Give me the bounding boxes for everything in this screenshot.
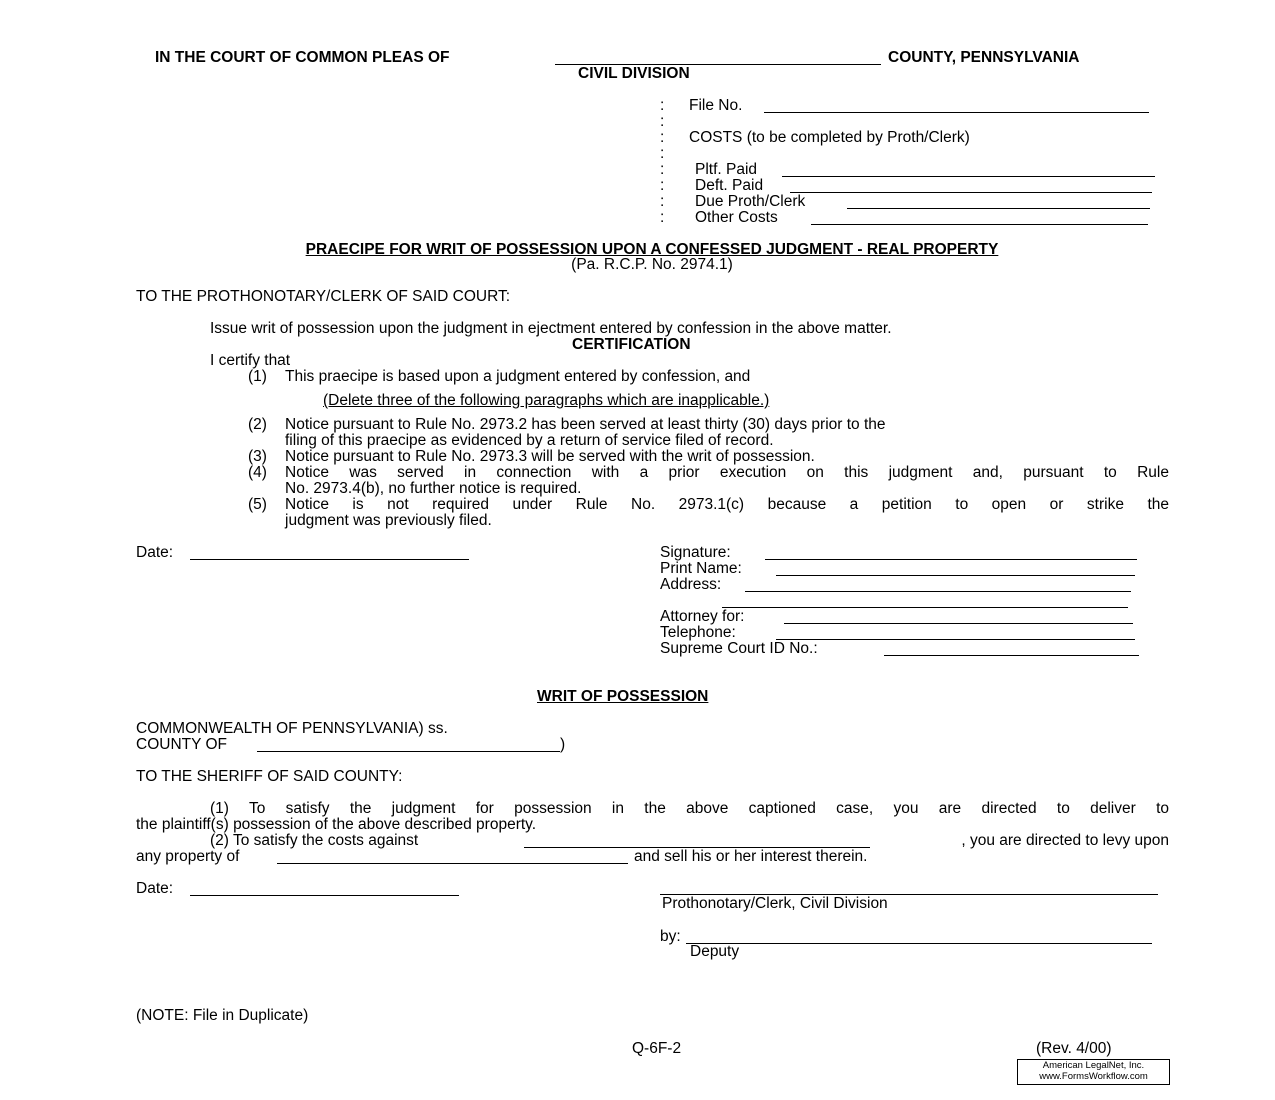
county-of-label: COUNTY OF (136, 736, 227, 753)
issue-statement: Issue writ of possession upon the judgment in ejectment entered by confession in the above matter. (210, 320, 892, 337)
form-number: Q-6F-2 (632, 1040, 682, 1057)
caption-colon: : (660, 113, 665, 130)
writ-date-label: Date: (136, 880, 174, 897)
telephone-field[interactable] (776, 639, 1135, 640)
address-field-1[interactable] (745, 591, 1131, 592)
writ-para-1-line-2: the plaintiff(s) possession of the above described property. (136, 816, 537, 833)
praecipe-title: PRAECIPE FOR WRIT OF POSSESSION UPON A CONFESSED JUDGMENT - REAL PROPERTY (305, 241, 999, 258)
item-text: Notice was served in connection with a prior execution on this judgment and, pursuant to Rule (285, 464, 1169, 481)
commonwealth-line: COMMONWEALTH OF PENNSYLVANIA) ss. (136, 720, 448, 737)
praecipe-date-field[interactable] (190, 559, 469, 560)
caption-colon: : (660, 209, 665, 226)
address-field-2[interactable] (722, 607, 1128, 608)
to-sheriff: TO THE SHERIFF OF SAID COUNTY: (136, 768, 403, 785)
praecipe-rule: (Pa. R.C.P. No. 2974.1) (571, 256, 733, 273)
prothonotary-label: Prothonotary/Clerk, Civil Division (662, 895, 888, 912)
print-name-label: Print Name: (660, 560, 742, 577)
civil-division-heading: CIVIL DIVISION (578, 65, 690, 82)
certify-text: I certify that (210, 352, 291, 369)
praecipe-date-label: Date: (136, 544, 174, 561)
item-text: This praecipe is based upon a judgment entered by confession, and (285, 368, 751, 385)
item-number: (4) (248, 464, 267, 481)
writ-para-2-line-2-start: any property of (136, 848, 240, 865)
caption-colon: : (660, 97, 665, 114)
item-text: Notice pursuant to Rule No. 2973.3 will be served with the writ of possession. (285, 448, 815, 465)
attorney-for-label: Attorney for: (660, 608, 745, 625)
logo-line-1: American LegalNet, Inc. (1042, 1060, 1145, 1071)
delete-note: (Delete three of the following paragraphs which are inapplicable.) (323, 392, 770, 409)
writ-para-1-line-1: (1) To satisfy the judgment for possession in the above captioned case, you are directed to deliver to (210, 800, 1169, 817)
address-label: Address: (660, 576, 722, 593)
due-proth-field[interactable] (847, 208, 1150, 209)
deft-paid-field[interactable] (790, 192, 1152, 193)
print-name-field[interactable] (776, 575, 1135, 576)
item-number: (5) (248, 496, 267, 513)
county-of-field[interactable] (257, 751, 560, 752)
item-text: filing of this praecipe as evidenced by a return of service filed of record. (285, 432, 774, 449)
item-number: (3) (248, 448, 267, 465)
writ-para-2-end: , you are directed to levy upon (961, 832, 1169, 849)
writ-para-2-start: (2) To satisfy the costs against (210, 832, 419, 849)
file-no-field[interactable] (764, 112, 1149, 113)
caption-colon: : (660, 129, 665, 146)
certification-heading: CERTIFICATION (572, 336, 691, 353)
writ-para-2-line-2-end: and sell his or her interest therein. (634, 848, 868, 865)
supreme-court-id-field[interactable] (884, 655, 1139, 656)
court-suffix: COUNTY, PENNSYLVANIA (888, 49, 1080, 66)
revision-date: (Rev. 4/00) (1036, 1040, 1112, 1057)
attorney-for-field[interactable] (784, 623, 1133, 624)
caption-colon: : (660, 177, 665, 194)
file-no-label: File No. (689, 97, 743, 114)
pltf-paid-label: Pltf. Paid (695, 161, 758, 178)
item-text: No. 2973.4(b), no further notice is required. (285, 480, 582, 497)
signature-field[interactable] (765, 559, 1137, 560)
caption-colon: : (660, 193, 665, 210)
deputy-label: Deputy (690, 943, 740, 960)
other-costs-label: Other Costs (695, 209, 778, 226)
to-prothonotary: TO THE PROTHONOTARY/CLERK OF SAID COURT: (136, 288, 511, 305)
due-proth-label: Due Proth/Clerk (695, 193, 806, 210)
item-number: (2) (248, 416, 267, 433)
deputy-signature-field[interactable] (686, 943, 1152, 944)
pltf-paid-field[interactable] (782, 176, 1155, 177)
american-legalnet-logo (1017, 1059, 1170, 1085)
item-text: Notice is not required under Rule No. 2973.1(c) because a petition to open or strike the (285, 496, 1169, 513)
writ-title: WRIT OF POSSESSION (537, 688, 709, 705)
item-text: judgment was previously filed. (285, 512, 492, 529)
writ-date-field[interactable] (190, 895, 459, 896)
caption-colon: : (660, 145, 665, 162)
by-label: by: (660, 928, 681, 945)
county-of-close: ) (560, 736, 566, 753)
other-costs-field[interactable] (811, 224, 1148, 225)
court-prefix: IN THE COURT OF COMMON PLEAS OF (155, 49, 450, 66)
signature-label: Signature: (660, 544, 731, 561)
costs-label: COSTS (to be completed by Proth/Clerk) (689, 129, 970, 146)
telephone-label: Telephone: (660, 624, 736, 641)
item-text: Notice pursuant to Rule No. 2973.2 has been served at least thirty (30) days prior to the (285, 416, 886, 433)
logo-line-2: www.FormsWorkflow.com (1039, 1071, 1148, 1082)
item-number: (1) (248, 368, 267, 385)
property-of-field[interactable] (277, 863, 628, 864)
supreme-court-id-label: Supreme Court ID No.: (660, 640, 818, 657)
deft-paid-label: Deft. Paid (695, 177, 764, 194)
file-duplicate-note: (NOTE: File in Duplicate) (136, 1007, 309, 1024)
caption-colon: : (660, 161, 665, 178)
